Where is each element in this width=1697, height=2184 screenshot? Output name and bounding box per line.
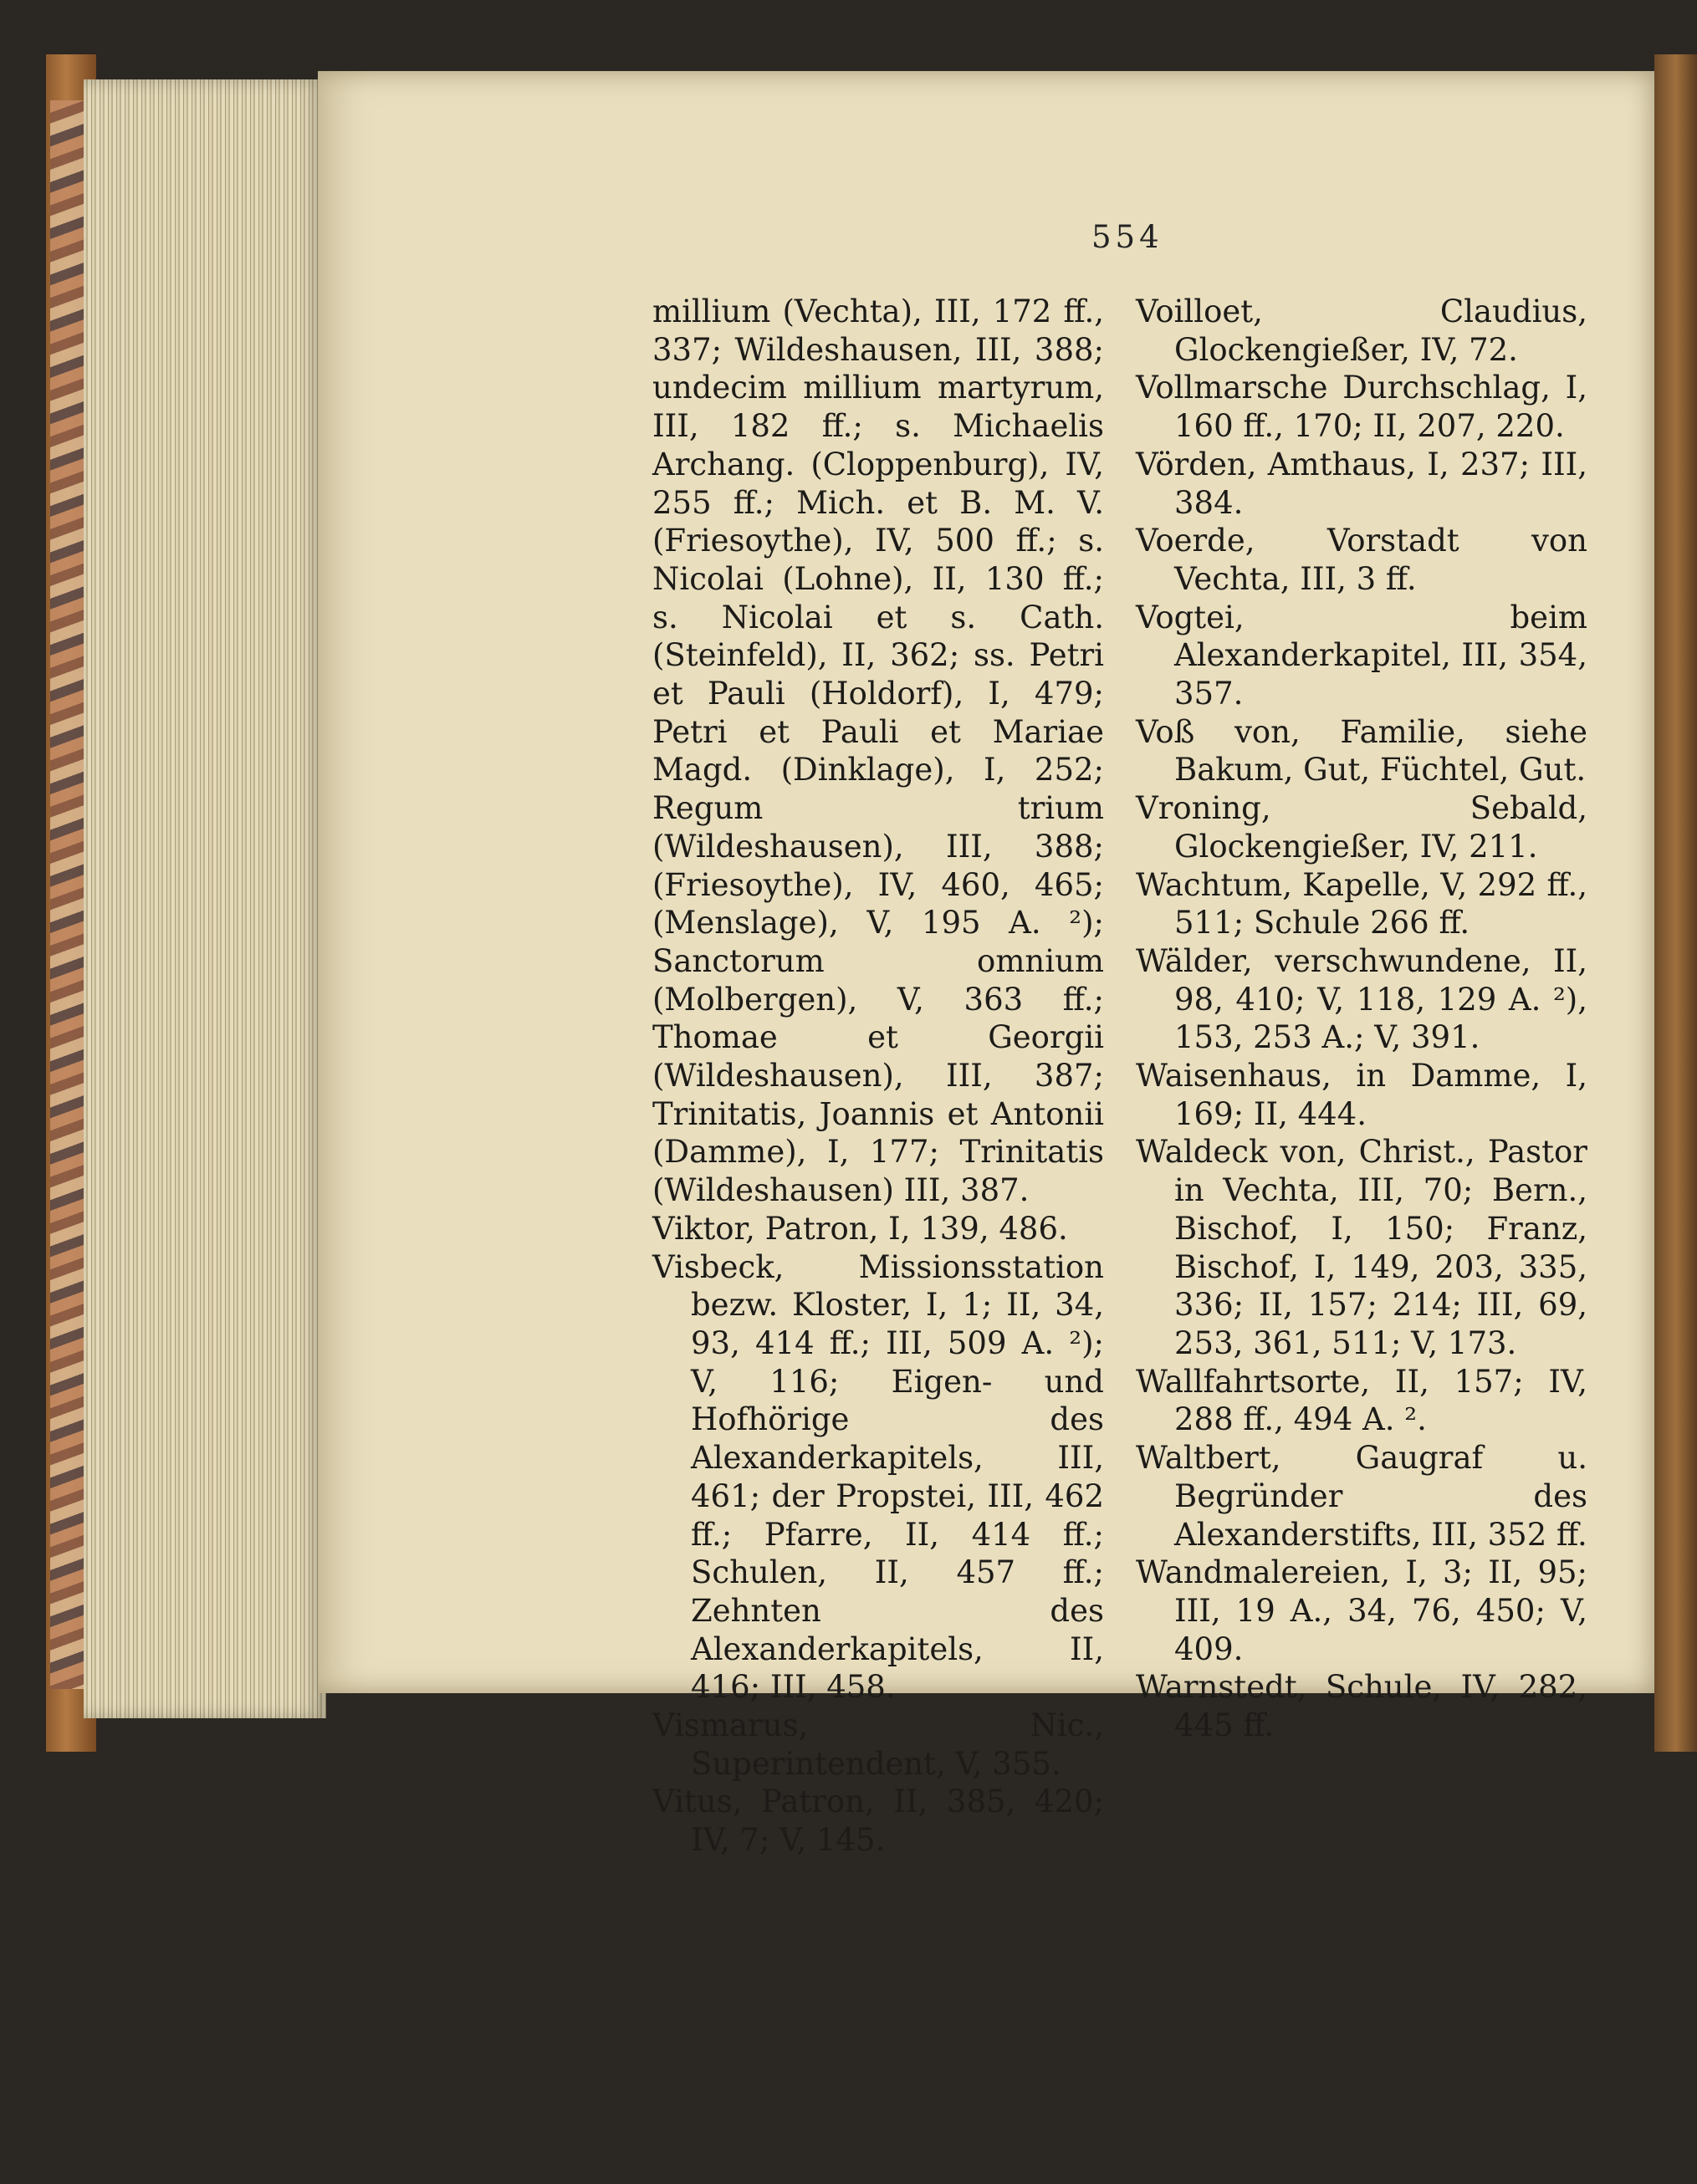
index-entry: millium (Vechta), III, 172 ff., 337; Wildeshausen, III, 388; undecim millium martyrum, III, 182 ff.; s. Michaelis Archang. (Cloppenburg), IV, 255 ff.; Mich. et B. M. V. (Friesoythe), IV, 500 ff.; s. Nicolai (Lohne), II, 130 ff.; s. Nicolai et s. Cath. (Steinfeld), II, 362; ss. Petri et Pauli (Holdorf), I, 479; Petri et Pauli et Mariae Magd. (Dinklage), I, 252; Regum trium (Wildeshausen), III, 388; (Friesoythe), IV, 460, 465; (Menslage), V, 195 A. ²); Sanctorum omnium (Molbergen), V, 363 ff.; Thomae et Georgii (Wildeshausen), III, 387; Trinitatis, Joannis et Antonii (Damme), I, 177; Trinitatis (Wildeshausen) III, 387. [652,293,1104,1209]
index-entry: Wälder, verschwundene, II, 98, 410; V, 118, 129 A. ²), 153, 253 A.; V, 391. [1136,942,1587,1056]
index-entry: Vismarus, Nic., Superintendent, V, 355. [652,1707,1104,1782]
index-entry: Voß von, Familie, siehe Bakum, Gut, Füchtel, Gut. [1136,713,1587,788]
index-entry: Visbeck, Missionsstation bezw. Kloster, I, 1; II, 34, 93, 414 ff.; III, 509 A. ²); V, 116; Eigen- und Hofhörige des Alexanderkapitels, III, 461; der Propstei, III, 462 ff.; Pfarre, II, 414 ff.; Schulen, II, 457 ff.; Zehnten des Alexanderkapitels, II, 416; III, 458. [652,1248,1104,1706]
index-entry: Voerde, Vorstadt von Vechta, III, 3 ff. [1136,523,1587,597]
index-entry: Waltbert, Gaugraf u. Begründer des Alexanderstifts, III, 352 ff. [1136,1440,1587,1553]
index-entry: Vörden, Amthaus, I, 237; III, 384. [1136,446,1587,521]
index-entry: Waisenhaus, in Damme, I, 169; II, 444. [1136,1058,1587,1132]
page-edges [84,79,326,1718]
index-entry: Vroning, Sebald, Glockengießer, IV, 211. [1136,790,1587,865]
index-entry: Waldeck von, Christ., Pastor in Vechta, III, 70; Bern., Bischof, I, 150; Franz, Bischof, I, 149, 203, 335, 336; II, 157; 214; III, 69, 253, 361, 511; V, 173. [1136,1134,1587,1361]
index-entry: Vollmarsche Durchschlag, I, 160 ff., 170; II, 207, 220. [1136,370,1587,445]
index-entry: Vogtei, beim Alexanderkapitel, III, 354, 357. [1136,599,1587,712]
index-column-right [1136,293,1587,1745]
page-number: 554 [1091,219,1163,255]
index-entry: Wachtum, Kapelle, V, 292 ff., 511; Schule 266 ff. [1136,866,1587,941]
index-entry: Voilloet, Claudius, Glockengießer, IV, 72. [1136,293,1587,368]
index-entry: Viktor, Patron, I, 139, 486. [652,1210,1068,1247]
index-entry: Vitus, Patron, II, 385, 420; IV, 7; V, 145. [652,1783,1104,1859]
index-column-left [652,293,1104,1860]
book-cover-right [1654,54,1697,1752]
index-entry: Wandmalereien, I, 3; II, 95; III, 19 A., 34, 76, 450; V, 409. [1136,1554,1587,1667]
index-entry: Warnstedt, Schule, IV, 282, 445 ff. [1136,1669,1587,1744]
index-entry: Wallfahrtsorte, II, 157; IV, 288 ff., 494 A. ². [1136,1363,1587,1438]
marbled-endpaper [50,100,88,1689]
